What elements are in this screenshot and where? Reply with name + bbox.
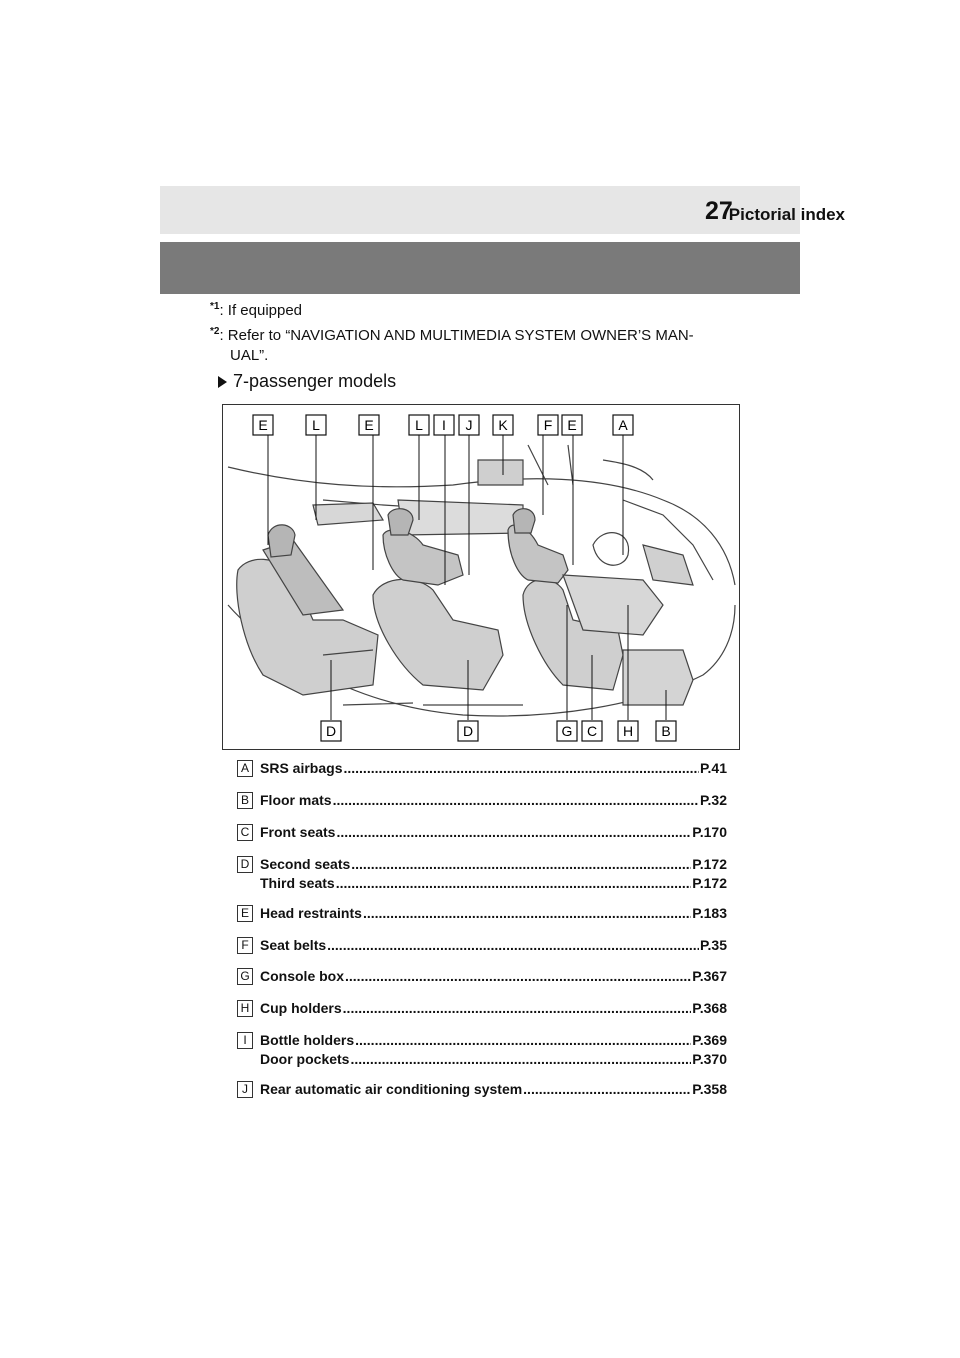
callout-label-bottom: [321, 721, 341, 741]
callout-label-top: [306, 415, 326, 435]
legend-letter-box: G: [237, 968, 253, 985]
svg-text:D: D: [325, 723, 337, 739]
legend-entry-page-ref[interactable]: P.172: [692, 875, 727, 891]
page-number: 27: [705, 197, 733, 225]
legend-letter-box: J: [237, 1081, 253, 1098]
callout-label-top: [613, 415, 633, 435]
header-bar: [160, 186, 800, 234]
legend-entry[interactable]: [260, 760, 727, 779]
legend-entry-page-ref[interactable]: P.370: [692, 1051, 727, 1067]
legend-entry-label: Front seats: [260, 824, 336, 840]
footnote-mark: *1: [210, 301, 220, 312]
legend-entry[interactable]: [260, 937, 727, 956]
leader-dots: [327, 937, 699, 956]
svg-text:I: I: [442, 417, 446, 433]
callout-label-top: [562, 415, 582, 435]
legend-letter-box: F: [237, 937, 253, 954]
legend-letter-box: E: [237, 905, 253, 922]
legend-entry[interactable]: [260, 824, 727, 843]
callout-label-bottom: [582, 721, 602, 741]
page-title: Pictorial index: [728, 205, 845, 224]
legend-entry-label: Seat belts: [260, 937, 327, 953]
legend-entry-page-ref[interactable]: P.358: [692, 1081, 727, 1097]
legend-entry-label: SRS airbags: [260, 760, 343, 776]
svg-text:E: E: [258, 417, 268, 433]
leader-dots: [336, 824, 691, 843]
interior-drawing: [223, 405, 739, 749]
leader-dots: [363, 905, 691, 924]
leader-dots: [333, 792, 699, 811]
callout-label-top: [359, 415, 379, 435]
leader-dots: [336, 875, 692, 894]
svg-text:L: L: [312, 417, 320, 433]
callout-label-top: [409, 415, 429, 435]
svg-text:H: H: [622, 723, 634, 739]
svg-text:B: B: [661, 723, 671, 739]
legend-entry[interactable]: [260, 968, 727, 987]
legend-letter-box: A: [237, 760, 253, 777]
svg-text:E: E: [364, 417, 374, 433]
svg-text:A: A: [618, 417, 628, 433]
legend-entry[interactable]: [260, 875, 727, 894]
legend-entry-page-ref[interactable]: P.183: [692, 905, 727, 921]
legend-entry-label: Door pockets: [260, 1051, 350, 1067]
svg-text:C: C: [586, 723, 598, 739]
legend-entry-page-ref[interactable]: P.41: [700, 760, 727, 776]
callout-label-bottom: [458, 721, 478, 741]
leader-dots: [351, 856, 691, 875]
legend-entry-label: Third seats: [260, 875, 335, 891]
callout-label-top: [459, 415, 479, 435]
interior-illustration: [222, 404, 740, 750]
leader-dots: [355, 1032, 691, 1051]
legend-entry-label: Cup holders: [260, 1000, 342, 1016]
svg-text:L: L: [415, 417, 423, 433]
legend-entry[interactable]: [260, 792, 727, 811]
svg-text:G: G: [561, 723, 573, 739]
legend-entry[interactable]: [260, 1081, 727, 1100]
leader-dots: [350, 1051, 691, 1070]
leader-dots: [343, 760, 699, 779]
legend-entry-page-ref[interactable]: P.368: [692, 1000, 727, 1016]
legend-entry[interactable]: [260, 1032, 727, 1051]
legend-entry-label: Rear automatic air conditioning system: [260, 1081, 523, 1097]
legend-entry-page-ref[interactable]: P.170: [692, 824, 727, 840]
callout-label-top: [538, 415, 558, 435]
leader-line: [263, 435, 268, 545]
svg-text:K: K: [498, 417, 508, 433]
callout-label-top: [434, 415, 454, 435]
legend-entry[interactable]: [260, 1051, 727, 1070]
callout-label-top: [253, 415, 273, 435]
legend-entry-page-ref[interactable]: P.172: [692, 856, 727, 872]
legend-entry-label: Console box: [260, 968, 345, 984]
legend-entry-page-ref[interactable]: P.35: [700, 937, 727, 953]
footnote-continuation: UAL”.: [230, 347, 269, 364]
legend-letter-box: C: [237, 824, 253, 841]
legend-entry[interactable]: [260, 905, 727, 924]
leader-dots: [523, 1081, 691, 1100]
leader-line: [572, 435, 573, 565]
bullet-triangle-icon: [218, 376, 227, 388]
svg-text:J: J: [465, 417, 473, 433]
footnote-2: [210, 322, 750, 366]
svg-text:E: E: [567, 417, 577, 433]
legend-entry-page-ref[interactable]: P.369: [692, 1032, 727, 1048]
callout-label-bottom: [656, 721, 676, 741]
subheading: 7-passenger models: [233, 371, 397, 391]
legend-entry-label: Second seats: [260, 856, 351, 872]
footnote-mark: *2: [210, 326, 220, 337]
legend-entry-page-ref[interactable]: P.32: [700, 792, 727, 808]
callout-label-bottom: [618, 721, 638, 741]
svg-text:F: F: [543, 417, 553, 433]
leader-dots: [345, 968, 691, 987]
callout-label-bottom: [557, 721, 577, 741]
leader-line: [543, 435, 548, 515]
legend-letter-box: B: [237, 792, 253, 809]
legend-entry[interactable]: [260, 856, 727, 875]
svg-text:D: D: [462, 723, 474, 739]
legend-entry-page-ref[interactable]: P.367: [692, 968, 727, 984]
footnote-text: : Refer to “NAVIGATION AND MULTIMEDIA SYSTEM OWNER’S MAN-: [219, 327, 694, 344]
legend-entry-label: Head restraints: [260, 905, 362, 921]
section-band: [160, 242, 800, 294]
callout-label-top: [493, 415, 513, 435]
legend-entry[interactable]: [260, 1000, 727, 1019]
legend-letter-box: H: [237, 1000, 253, 1017]
legend-letter-box: D: [237, 856, 253, 873]
legend-entry-label: Bottle holders: [260, 1032, 355, 1048]
footnote-text: : If equipped: [219, 302, 303, 319]
legend-letter-box: I: [237, 1032, 253, 1049]
leader-dots: [343, 1000, 692, 1019]
footnote-1: [210, 297, 750, 321]
legend-entry-label: Floor mats: [260, 792, 332, 808]
